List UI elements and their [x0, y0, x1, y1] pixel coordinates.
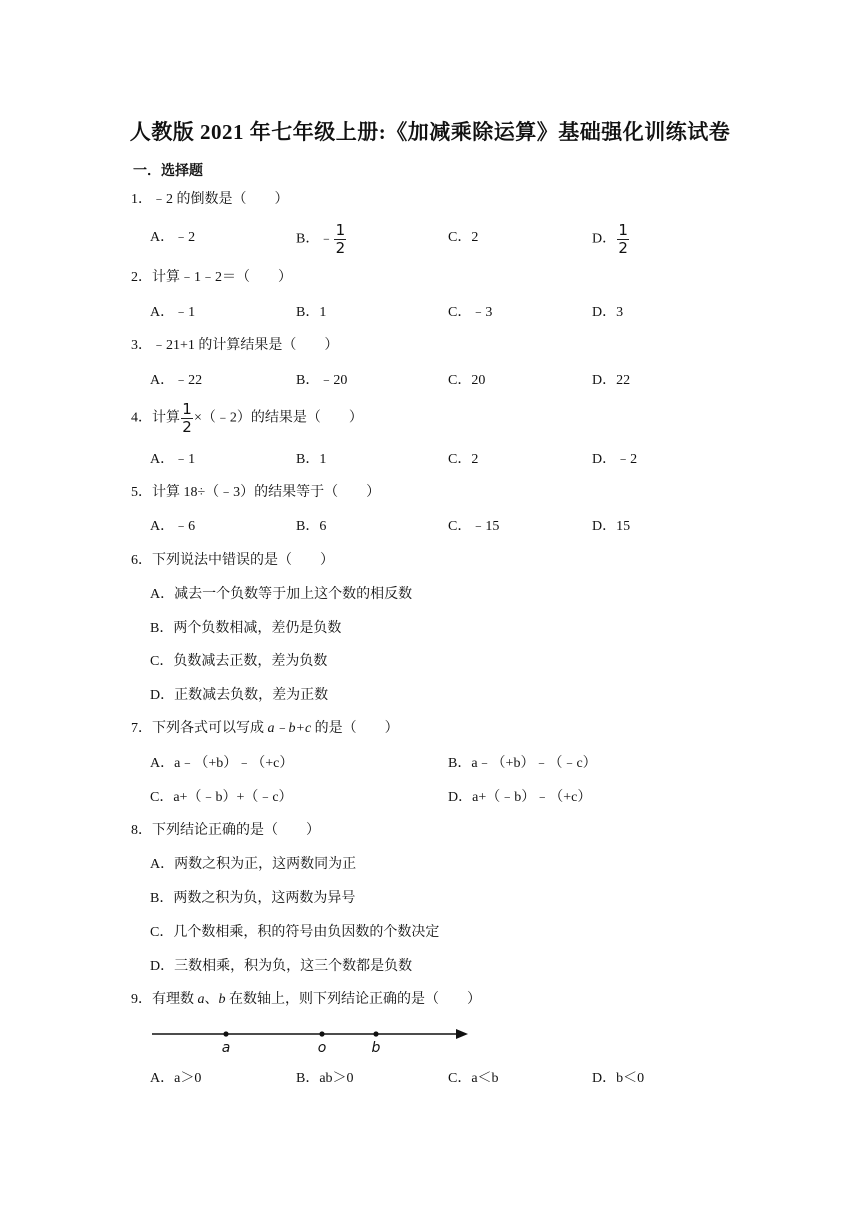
- question-2-stem: 2．计算﹣1﹣2＝（ ）: [131, 270, 292, 285]
- q8-option-c: C．几个数相乘，积的符号由负因数的个数决定: [150, 925, 440, 940]
- q1-option-d: [592, 223, 630, 256]
- q1-option-a: A．﹣2: [150, 230, 196, 245]
- q5-option-c: C．﹣15: [448, 519, 500, 534]
- q1-option-d-label: D．: [592, 231, 617, 247]
- q7-stem-pre: 7．下列各式可以写成: [131, 721, 268, 736]
- fraction: $\frac{1}{2}$: [182, 400, 192, 436]
- q5-option-d: D．15: [592, 519, 631, 534]
- q8-option-a: A．两数之积为正，这两数同为正: [150, 857, 357, 872]
- axis-label-b: b: [371, 1040, 381, 1056]
- section-heading: 一．选择题: [133, 164, 203, 179]
- question-6-stem: 6．下列说法中错误的是（ ）: [131, 553, 334, 568]
- point-a: [223, 1031, 228, 1036]
- number-line-arrow-icon: [456, 1029, 468, 1039]
- q1-option-b-label: B．﹣: [296, 231, 334, 247]
- q6-option-d: D．正数减去负数，差为正数: [150, 688, 329, 703]
- q1-option-b: [296, 223, 347, 256]
- q9-option-a: A．a＞0: [150, 1071, 202, 1086]
- q4-option-b: B．1: [296, 452, 327, 467]
- question-1-stem: 1．﹣2 的倒数是（ ）: [131, 192, 289, 207]
- q9-stem-pre: 9．有理数: [131, 992, 198, 1007]
- fraction: $\frac{1}{2}$: [618, 221, 628, 257]
- q8-option-d: D．三数相乘，积为负，这三个数都是负数: [150, 959, 413, 974]
- point-o: [319, 1031, 324, 1036]
- q5-option-b: B．6: [296, 519, 327, 534]
- q9-option-b: B．ab＞0: [296, 1071, 354, 1086]
- q7-stem-post: 的是（ ）: [311, 721, 399, 736]
- q6-option-a: A．减去一个负数等于加上这个数的相反数: [150, 587, 413, 602]
- q7-option-d: D．a+（﹣b）﹣（+c）: [448, 790, 592, 805]
- q9-stem-post: 在数轴上，则下列结论正确的是（ ）: [225, 992, 481, 1007]
- q5-option-a: A．﹣6: [150, 519, 196, 534]
- q1-option-c: C．2: [448, 230, 479, 245]
- q7-option-b: B．a﹣（+b）﹣（﹣c）: [448, 756, 597, 771]
- question-7-stem: [131, 722, 399, 736]
- q7-option-a: A．a﹣（+b）﹣（+c）: [150, 756, 294, 771]
- question-9-stem: [131, 993, 481, 1007]
- q9-var-a: a: [197, 992, 205, 1007]
- q7-option-c: C．a+（﹣b）+（﹣c）: [150, 790, 293, 805]
- q2-option-b: B．1: [296, 305, 327, 320]
- axis-label-o: o: [317, 1040, 327, 1056]
- question-4-stem: [131, 402, 363, 435]
- q3-option-d: D．22: [592, 373, 631, 388]
- question-8-stem: 8．下列结论正确的是（ ）: [131, 823, 320, 838]
- q6-option-c: C．负数减去正数，差为负数: [150, 654, 328, 669]
- q9-option-c: C．a＜b: [448, 1071, 499, 1086]
- q4-prefix: 4．计算: [131, 410, 180, 426]
- q9-sep: 、: [204, 992, 219, 1007]
- q4-option-d: D．﹣2: [592, 452, 638, 467]
- q2-option-c: C．﹣3: [448, 305, 493, 320]
- q6-option-b: B．两个负数相减，差仍是负数: [150, 621, 342, 636]
- number-line-diagram: [150, 1020, 480, 1056]
- point-b: [373, 1031, 378, 1036]
- q2-option-a: A．﹣1: [150, 305, 196, 320]
- q3-option-a: A．﹣22: [150, 373, 203, 388]
- q4-option-a: A．﹣1: [150, 452, 196, 467]
- paper-title: 人教版 2021 年七年级上册:《加减乘除运算》基础强化训练试卷: [129, 120, 731, 144]
- q7-expression: a﹣b+c: [267, 721, 312, 736]
- q4-option-c: C．2: [448, 452, 479, 467]
- q9-var-b: b: [218, 992, 226, 1007]
- question-5-stem: 5．计算 18÷（﹣3）的结果等于（ ）: [131, 485, 381, 500]
- q8-option-b: B．两数之积为负，这两数为异号: [150, 891, 356, 906]
- q3-option-b: B．﹣20: [296, 373, 348, 388]
- question-3-stem: 3．﹣21+1 的计算结果是（ ）: [131, 338, 339, 353]
- q3-option-c: C．20: [448, 373, 486, 388]
- fraction: $\frac{1}{2}$: [335, 221, 346, 257]
- q2-option-d: D．3: [592, 305, 624, 320]
- q4-suffix: ×（﹣2）的结果是（ ）: [194, 410, 363, 426]
- q9-option-d: D．b＜0: [592, 1071, 645, 1086]
- axis-label-a: a: [221, 1040, 231, 1056]
